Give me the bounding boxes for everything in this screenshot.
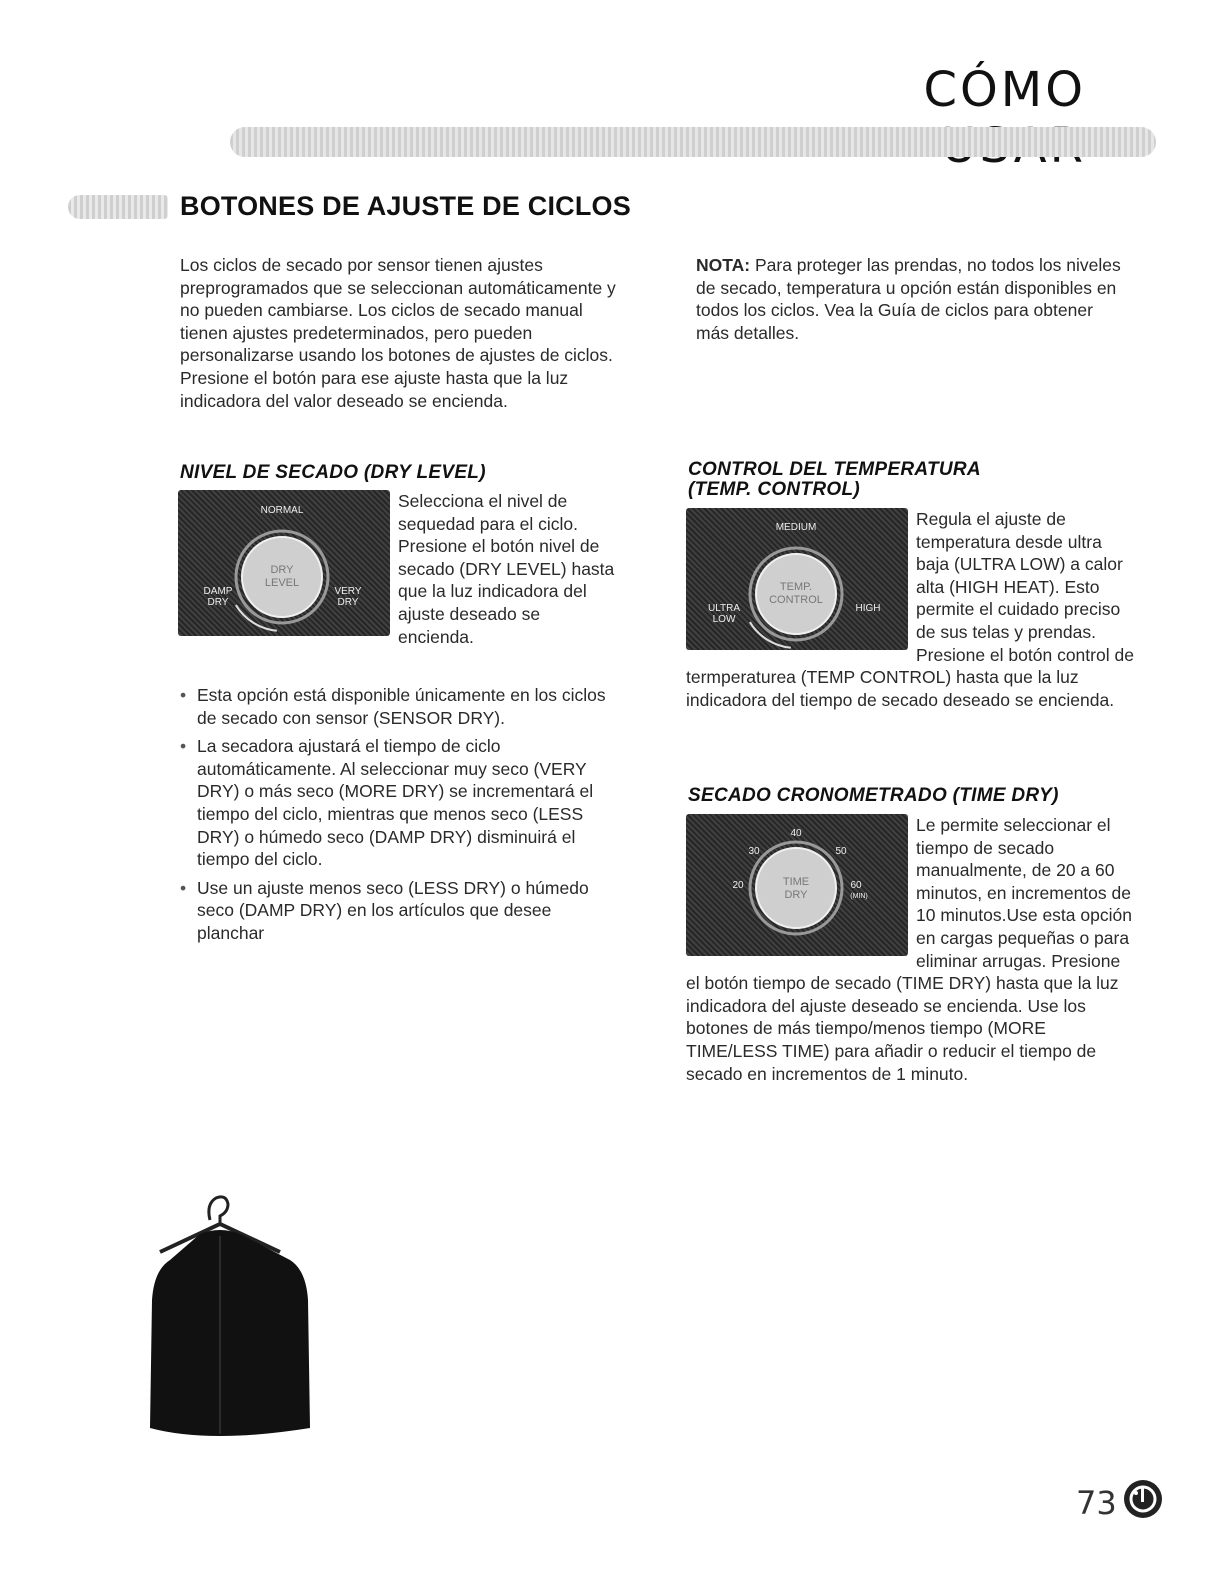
section-marker <box>68 195 168 219</box>
dry-level-bullets <box>180 684 620 951</box>
time-panel-60: 60 <box>850 880 862 891</box>
dry-level-text: Selecciona el nivel de sequedad para el ciclo. Presione el botón nivel de secado (DRY LEVEL) hasta que la luz indicadora del ajuste deseado se encienda. <box>398 491 615 647</box>
time-dry-heading: SECADO CRONOMETRADO (TIME DRY) <box>688 785 1059 806</box>
temp-panel-left1: ULTRA <box>707 603 741 614</box>
time-panel-min: (MIN) <box>850 893 868 900</box>
dry-panel-right1: VERY <box>334 586 362 597</box>
header-decorative-bar <box>230 127 1156 157</box>
time-panel-center2: DRY <box>784 889 808 901</box>
dry-level-heading: NIVEL DE SECADO (DRY LEVEL) <box>180 462 486 483</box>
dry-panel-center2: LEVEL <box>264 577 300 589</box>
temp-panel-left2: LOW <box>712 614 736 625</box>
temp-panel-top-label: MEDIUM <box>775 522 817 533</box>
list-item: • Esta opción está disponible únicamente en los ciclos de secado con sensor (SENSOR DRY). <box>180 684 620 729</box>
dry-panel-left1: DAMP <box>203 586 233 597</box>
time-panel-center1: TIME <box>782 876 810 888</box>
time-panel-30: 30 <box>748 846 760 857</box>
dry-panel-left2: DRY <box>207 597 229 608</box>
time-panel-50: 50 <box>835 846 847 857</box>
time-panel-40: 40 <box>790 828 802 839</box>
time-dry-block <box>686 814 1134 1085</box>
temp-control-text: Regula el ajuste de temperatura desde ultra baja (ULTRA LOW) a calor alta (HIGH HEAT). Esto permite el cuidado preciso de sus telas y prendas. Presione el botón control de termperaturea (TEMP CONTROL) hasta que la luz indicadora del tiempo de secado deseado se encienda. <box>686 509 1134 710</box>
temp-panel-right1: HIGH <box>855 603 881 614</box>
list-item: • La secadora ajustará el tiempo de ciclo automáticamente. Al seleccionar muy seco (VERY DRY) o más seco (MORE DRY) se incrementará el tiempo del ciclo, mientras que menos seco (LESS DRY) o húmedo seco (DAMP DRY) disminuirá el tiempo del ciclo. <box>180 735 620 871</box>
time-panel-20: 20 <box>732 880 744 891</box>
note-paragraph <box>696 254 1126 344</box>
temp-control-heading-line2: (TEMP. CONTROL) <box>688 479 860 500</box>
temp-panel-center1: TEMP. <box>779 581 813 593</box>
dry-panel-top-label: NORMAL <box>260 505 304 516</box>
temp-panel-center2: CONTROL <box>769 594 823 606</box>
time-dry-panel-image <box>686 814 908 956</box>
lg-logo <box>1122 1478 1164 1525</box>
note-text: Para proteger las prendas, no todos los niveles de secado, temperatura u opción están disponibles en todos los ciclos. Vea la Guía de ciclos para obtener más detalles. <box>696 255 1121 343</box>
dry-level-panel-image <box>178 490 390 636</box>
temp-control-heading-line1: CONTROL DEL TEMPERATURA <box>688 459 981 480</box>
page-number: 73 <box>1076 1484 1117 1522</box>
list-item: • Use un ajuste menos seco (LESS DRY) o húmedo seco (DAMP DRY) en los artículos que desee planchar <box>180 877 620 945</box>
temp-control-panel-image <box>686 508 908 650</box>
page-header-title: CÓMO <box>923 62 1086 118</box>
dry-panel-right2: DRY <box>337 597 359 608</box>
time-dry-text: Le permite seleccionar el tiempo de secado manualmente, de 20 a 60 minutos, en incrementos de 10 minutos.Use esta opción en cargas pequeñas o para eliminar arrugas. Presione el botón tiempo de secado (TIME DRY) hasta que la luz indicadora del ajuste deseado se encienda. Use los botones de más tiempo/menos tiempo (MORE TIME/LESS TIME) para añadir o reducir el tiempo de secado en incrementos de 1 minuto. <box>686 815 1132 1084</box>
dry-panel-center1: DRY <box>270 564 294 576</box>
intro-paragraph: Los ciclos de secado por sensor tienen ajustes preprogramados que se seleccionan automáticamente y no pueden cambiarse. Los ciclos de secado manual tienen ajustes predeterminados, pero pueden personalizarse usando los botones de ajustes de ciclos. Presione el botón para ese ajuste hasta que la luz indicadora del valor deseado se encienda. <box>180 255 616 411</box>
note-label: NOTA: <box>696 255 751 275</box>
shirt-on-hanger-illustration <box>140 1190 310 1445</box>
section-title: BOTONES DE AJUSTE DE CICLOS <box>180 191 631 221</box>
dry-level-block <box>178 490 618 648</box>
temp-control-block <box>686 508 1134 711</box>
temp-control-heading <box>688 460 981 500</box>
